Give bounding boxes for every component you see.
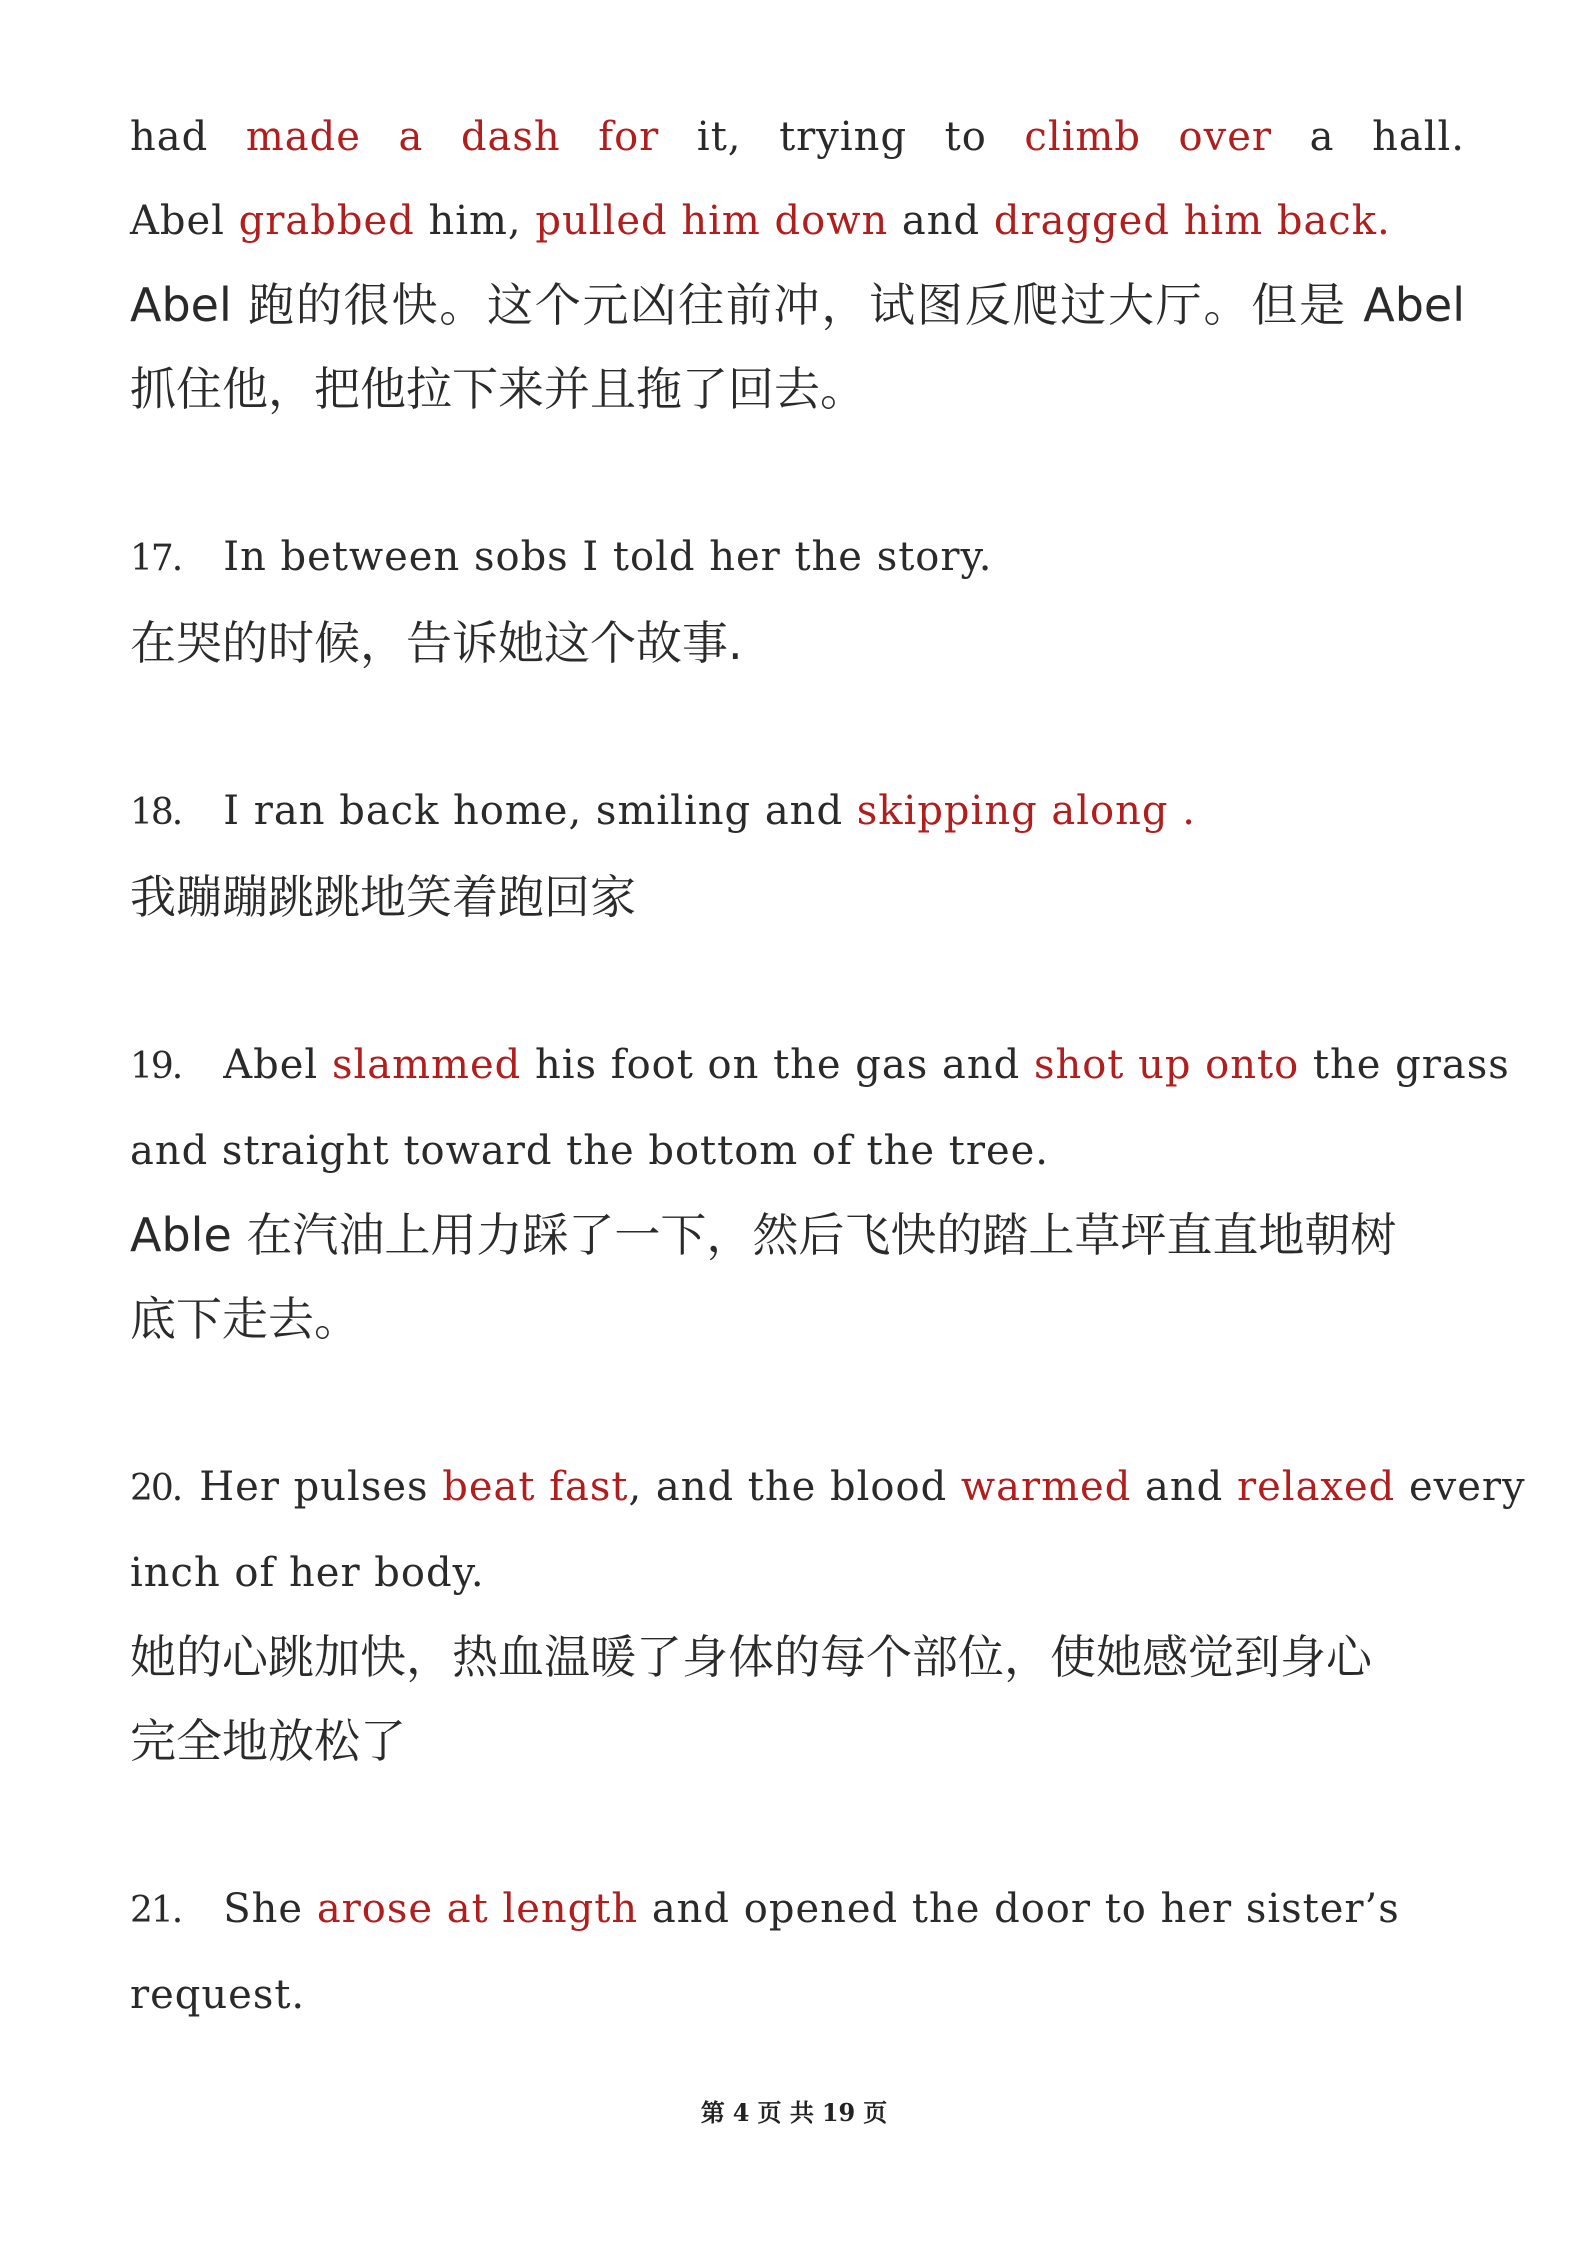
sentence-18 — [130, 769, 1465, 939]
highlighted-phrase: shot up onto — [1033, 1042, 1300, 1088]
sentence-21-en-line-1 — [130, 1867, 1465, 1953]
highlighted-phrase: climb over — [1024, 114, 1273, 160]
sentence-20-en-line-2 — [130, 1531, 1465, 1615]
sentence-16-zh-line-2: 抓住他，把他拉下来并且拖了回去。 — [130, 362, 866, 416]
document-page — [130, 95, 1526, 2037]
sentence-17-en-text — [223, 534, 992, 580]
footer-page-number: 4 — [732, 2098, 750, 2127]
sentence-19-en-line-2 — [130, 1109, 1465, 1193]
highlighted-phrase: slammed — [331, 1042, 522, 1088]
text-run: , and the blood — [628, 1464, 961, 1510]
footer-prefix: 第 — [700, 2098, 725, 2127]
text-run: In between sobs I told her the story. — [223, 534, 993, 580]
text-run: every — [1395, 1464, 1526, 1510]
sentence-17 — [130, 515, 1465, 685]
sentence-19-zh-line-2: 底下走去。 — [130, 1292, 360, 1346]
text-run: and — [888, 198, 994, 244]
text-run: Her pulses — [199, 1464, 443, 1510]
sentence-20-zh-line-2: 完全地放松了 — [130, 1714, 406, 1768]
highlighted-phrase: relaxed — [1236, 1464, 1396, 1510]
highlighted-phrase: arose at length — [316, 1886, 639, 1932]
item-number: 21. — [130, 1890, 182, 1931]
sentence-19-zh-line-1: Able 在汽油上用力踩了一下，然后飞快的踏上草坪直直地朝树 — [130, 1208, 1397, 1262]
sentence-16-zh-line-1: Abel 跑的很快。这个元凶往前冲，试图反爬过大厅。但是 Abel — [130, 278, 1465, 332]
sentence-20 — [130, 1445, 1526, 1783]
text-run: and — [1131, 1464, 1237, 1510]
item-number: 18. — [130, 792, 182, 833]
text-run: had — [130, 114, 246, 160]
text-run: it, trying to — [659, 114, 1025, 160]
sentence-21 — [130, 1867, 1465, 2037]
sentence-20-en-text — [199, 1464, 1525, 1510]
sentence-20-zh-line-1: 她的心跳加快，热血温暖了身体的每个部位，使她感觉到身心 — [130, 1630, 1372, 1684]
sentence-16-en-line-1 — [130, 95, 1465, 179]
text-run: his foot on the gas and — [521, 1042, 1034, 1088]
highlighted-phrase: dragged him back. — [993, 198, 1391, 244]
sentence-21-en-line-2 — [130, 1953, 1465, 2037]
text-run: the grass — [1299, 1042, 1510, 1088]
sentence-19-en-text — [223, 1042, 1510, 1088]
highlighted-phrase: pulled him down — [535, 198, 889, 244]
item-number: 20. — [130, 1468, 182, 1509]
text-run: inch of her body. — [130, 1550, 485, 1596]
text-run: him, — [414, 198, 536, 244]
footer-total-pages: 19 — [821, 2098, 856, 2127]
item-number: 17. — [130, 538, 182, 579]
sentence-21-en-text — [223, 1886, 1400, 1932]
sentence-20-en-line-1 — [130, 1445, 1526, 1531]
sentence-18-en-line-1 — [130, 769, 1465, 855]
sentence-18-zh-line-1: 我蹦蹦跳跳地笑着跑回家 — [130, 870, 636, 924]
sentence-16 — [130, 95, 1465, 431]
text-run: Abel — [223, 1042, 332, 1088]
text-run: request. — [130, 1972, 306, 2018]
footer-mid: 页 共 — [757, 2098, 814, 2127]
sentence-17-zh-line-1: 在哭的时候，告诉她这个故事. — [130, 616, 743, 670]
text-run: a hall. — [1272, 114, 1465, 160]
text-run: and straight toward the bottom of the tree. — [130, 1128, 1049, 1174]
sentence-19 — [130, 1023, 1510, 1361]
highlighted-phrase: made a dash for — [245, 114, 660, 160]
sentence-19-en-line-1 — [130, 1023, 1510, 1109]
highlighted-phrase: beat fast — [442, 1464, 629, 1510]
sentence-17-en-line-1 — [130, 515, 1465, 601]
text-run: Abel — [130, 198, 239, 244]
highlighted-phrase: warmed — [960, 1464, 1132, 1510]
sentence-18-en-text — [223, 788, 1196, 834]
page-footer — [0, 2093, 1588, 2128]
text-run: and opened the door to her sister’s — [638, 1886, 1400, 1932]
highlighted-phrase: grabbed — [238, 198, 415, 244]
item-number: 19. — [130, 1046, 182, 1087]
sentence-16-en-line-2 — [130, 179, 1465, 263]
text-run: She — [223, 1886, 317, 1932]
footer-suffix: 页 — [863, 2098, 888, 2127]
highlighted-phrase: skipping along . — [856, 788, 1196, 834]
text-run: I ran back home, smiling and — [223, 788, 857, 834]
